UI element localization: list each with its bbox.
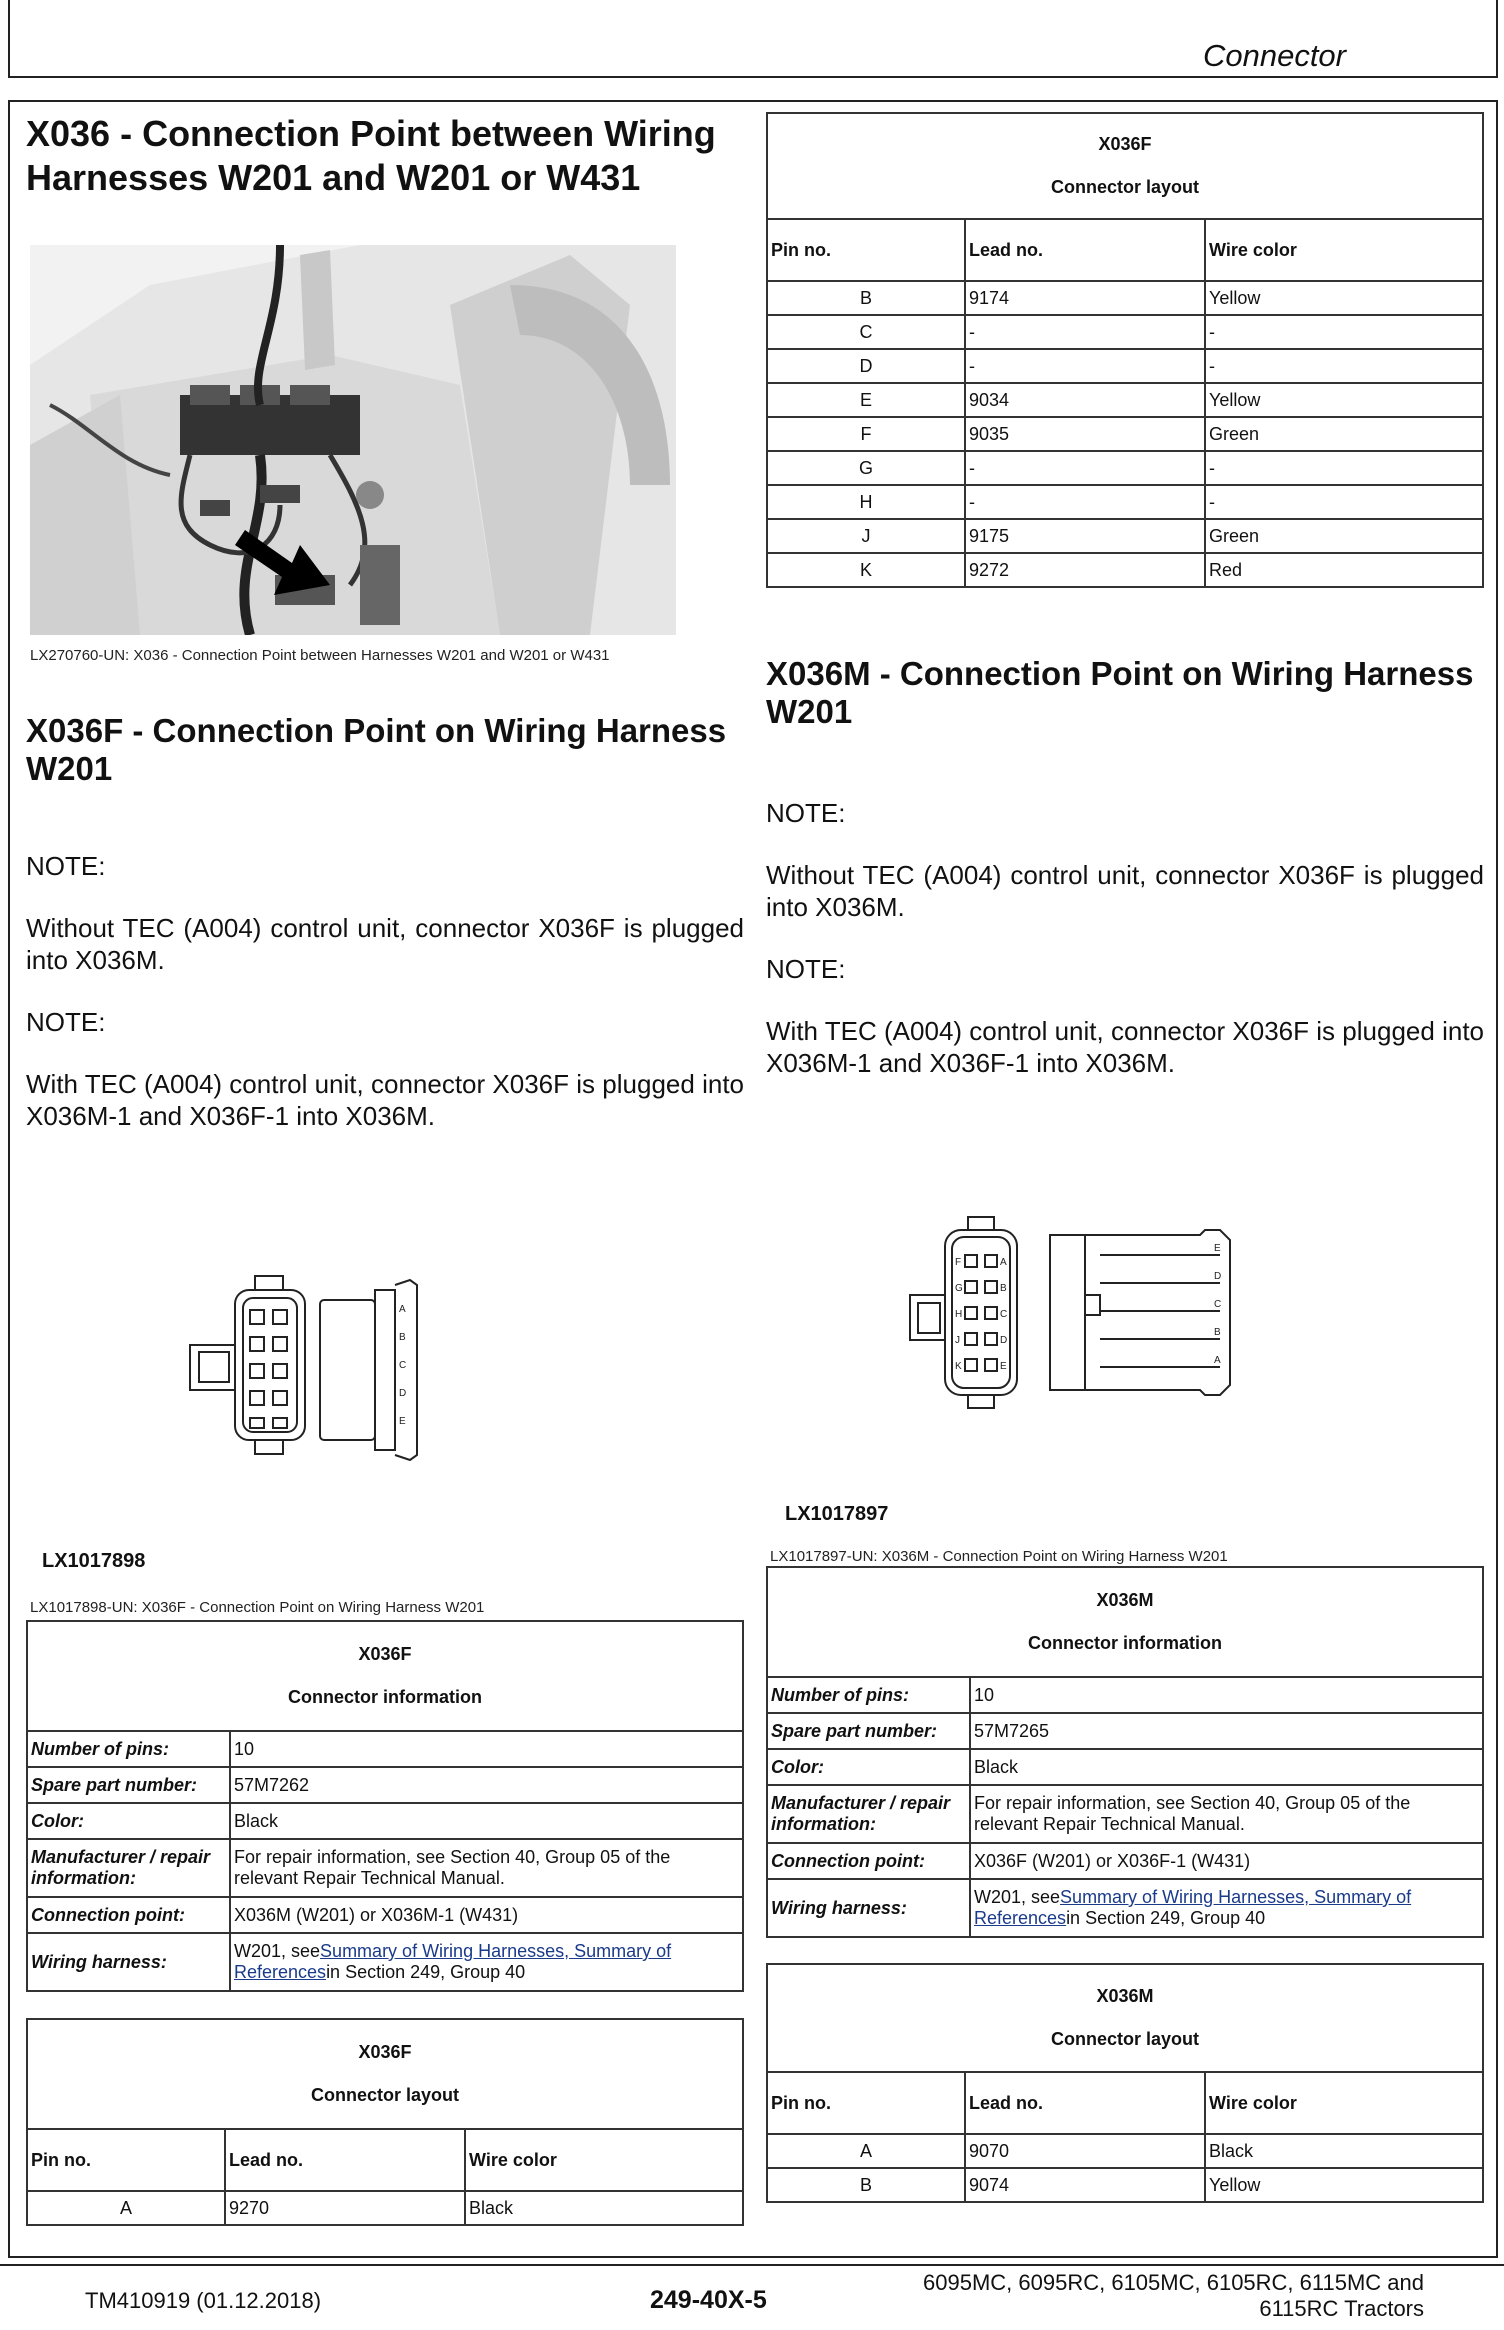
row-label: Spare part number:: [767, 1713, 970, 1749]
models-line1: 6095MC, 6095RC, 6105MC, 6105RC, 6115MC and: [923, 2270, 1424, 2295]
table-header: [27, 2019, 743, 2129]
wiring-suffix: in Section 249, Group 40: [326, 1962, 526, 1982]
row-value: 10: [970, 1677, 1483, 1713]
table-header: [767, 1567, 1483, 1677]
table-row: [767, 1713, 1483, 1749]
pin-letter: A: [1000, 1257, 1007, 1268]
table-header: [767, 1964, 1483, 2072]
table-row: [27, 1803, 743, 1839]
x036m-section: [766, 655, 1484, 731]
table-title: X036M: [1096, 1590, 1154, 1610]
lead-cell: -: [965, 451, 1205, 485]
note-text: Without TEC (A004) control unit, connector X036F is plugged into X036M.: [26, 913, 744, 975]
note-label: NOTE:: [26, 1007, 106, 1037]
table-row: [767, 315, 1483, 349]
table-row: [27, 1731, 743, 1767]
pin-letter: D: [1214, 1271, 1222, 1282]
color-cell: Red: [1205, 553, 1483, 587]
color-cell: Yellow: [1205, 281, 1483, 315]
left-notes: [26, 850, 744, 1132]
table-subtitle: Connector layout: [310, 2085, 459, 2105]
pin-letter: C: [399, 1360, 407, 1371]
pin-cell: K: [767, 553, 965, 587]
row-value: [230, 1933, 743, 1991]
pin-letter: E: [399, 1416, 406, 1427]
wiring-prefix: W201, see: [234, 1941, 321, 1961]
photo-caption: LX270760-UN: X036 - Connection Point between Harnesses W201 and W201 or W431: [30, 647, 610, 664]
row-value: X036M (W201) or X036M-1 (W431): [230, 1897, 743, 1933]
table-row: [767, 553, 1483, 587]
color-cell: -: [1205, 315, 1483, 349]
pin-letter: B: [1214, 1327, 1221, 1338]
pin-letter: E: [1214, 1243, 1221, 1254]
table-row: [767, 485, 1483, 519]
row-label: Wiring harness:: [767, 1879, 970, 1937]
column-header: Lead no.: [225, 2129, 465, 2191]
table-row: [767, 519, 1483, 553]
row-label: Color:: [27, 1803, 230, 1839]
pin-letter: C: [1000, 1309, 1008, 1320]
pin-letter: B: [1000, 1283, 1007, 1294]
pin-letter: A: [399, 1304, 406, 1315]
table-row: [767, 2168, 1483, 2202]
row-label: Number of pins:: [767, 1677, 970, 1713]
row-value: For repair information, see Section 40, Group 05 of the relevant Repair Technical Manual.: [230, 1839, 743, 1897]
x036m-info-table: [766, 1566, 1484, 1938]
column-header: Lead no.: [965, 2072, 1205, 2134]
pin-cell: D: [767, 349, 965, 383]
pin-cell: B: [767, 281, 965, 315]
lead-cell: 9270: [225, 2191, 465, 2225]
color-cell: Green: [1205, 519, 1483, 553]
pin-cell: B: [767, 2168, 965, 2202]
row-label: Wiring harness:: [27, 1933, 230, 1991]
row-value: Black: [230, 1803, 743, 1839]
left-column: [26, 112, 744, 200]
pin-letter: D: [399, 1388, 407, 1399]
table-row: [767, 1843, 1483, 1879]
table-row: [27, 2191, 743, 2225]
note-label: NOTE:: [766, 798, 846, 828]
table-title: X036F: [358, 2042, 412, 2062]
row-value: 57M7265: [970, 1713, 1483, 1749]
table-row: [27, 1933, 743, 1991]
row-value: 57M7262: [230, 1767, 743, 1803]
lead-cell: 9035: [965, 417, 1205, 451]
summary-link[interactable]: Summary of Wiring Harnesses, Summary of References: [974, 1887, 1412, 1928]
page-header: [8, 0, 1498, 78]
figure-label: LX1017897: [785, 1503, 889, 1525]
color-cell: -: [1205, 451, 1483, 485]
table-row: [767, 1785, 1483, 1843]
table-row: [767, 1749, 1483, 1785]
table-title: X036F: [358, 1644, 412, 1664]
column-header: Wire color: [1205, 219, 1483, 281]
lead-cell: -: [965, 315, 1205, 349]
pin-cell: J: [767, 519, 965, 553]
lead-cell: 9070: [965, 2134, 1205, 2168]
pin-cell: A: [767, 2134, 965, 2168]
row-label: Number of pins:: [27, 1731, 230, 1767]
pin-letter: K: [955, 1361, 962, 1372]
lead-cell: -: [965, 349, 1205, 383]
row-label: Connection point:: [767, 1843, 970, 1879]
lead-cell: 9175: [965, 519, 1205, 553]
page-footer: [0, 2264, 1504, 2330]
lead-cell: 9174: [965, 281, 1205, 315]
pin-letter: F: [955, 1257, 962, 1268]
models-line2: 6115RC Tractors: [1259, 2296, 1424, 2321]
x036f-layout-table-a: [26, 2018, 744, 2226]
table-title: X036F: [1098, 134, 1152, 154]
table-subtitle: Connector layout: [1050, 2029, 1199, 2049]
note-label: NOTE:: [766, 954, 846, 984]
table-row: [767, 1879, 1483, 1937]
pin-cell: C: [767, 315, 965, 349]
x036f-layout-table-b: [766, 112, 1484, 588]
table-row: [767, 1677, 1483, 1713]
column-header: Lead no.: [965, 219, 1205, 281]
table-header: [27, 1621, 743, 1731]
right-notes: [766, 797, 1484, 1079]
row-label: Manufacturer / repair information:: [27, 1839, 230, 1897]
x036f-connector-drawing: [185, 1270, 495, 1470]
table-header: [767, 113, 1483, 219]
color-cell: Black: [1205, 2134, 1483, 2168]
table-row: [767, 349, 1483, 383]
wiring-suffix: in Section 249, Group 40: [1066, 1908, 1266, 1928]
x036f-section: [26, 712, 744, 788]
color-cell: Black: [465, 2191, 743, 2225]
pin-letter: J: [955, 1335, 960, 1346]
row-label: Manufacturer / repair information:: [767, 1785, 970, 1843]
pin-letter: G: [955, 1283, 963, 1294]
row-value: X036F (W201) or X036F-1 (W431): [970, 1843, 1483, 1879]
row-value: For repair information, see Section 40, Group 05 of the relevant Repair Technical Manual.: [970, 1785, 1483, 1843]
row-label: Color:: [767, 1749, 970, 1785]
lead-cell: 9272: [965, 553, 1205, 587]
x036m-title: X036M - Connection Point on Wiring Harness W201: [766, 655, 1474, 730]
pin-cell: G: [767, 451, 965, 485]
color-cell: Yellow: [1205, 2168, 1483, 2202]
figure-caption: LX1017897-UN: X036M - Connection Point on Wiring Harness W201: [770, 1548, 1228, 1565]
pin-letter: C: [1214, 1299, 1222, 1310]
harness-photo: [30, 245, 676, 635]
page-number: 249-40X-5: [650, 2286, 767, 2314]
table-row: [767, 417, 1483, 451]
note-text: Without TEC (A004) control unit, connector X036F is plugged into X036M.: [766, 860, 1484, 922]
color-cell: -: [1205, 349, 1483, 383]
lead-cell: -: [965, 485, 1205, 519]
row-value: [970, 1879, 1483, 1937]
note-text: With TEC (A004) control unit, connector X036F is plugged into X036M-1 and X036F-1 into X036M.: [26, 1069, 744, 1131]
x036f-title: X036F - Connection Point on Wiring Harness W201: [26, 712, 727, 787]
figure-label: LX1017898: [42, 1550, 146, 1572]
figure-caption: LX1017898-UN: X036F - Connection Point on Wiring Harness W201: [30, 1599, 485, 1616]
x036f-info-table: [26, 1620, 744, 1992]
row-label: Spare part number:: [27, 1767, 230, 1803]
x036m-layout-table: [766, 1963, 1484, 2203]
table-subtitle: Connector information: [288, 1687, 482, 1707]
table-row: [27, 1897, 743, 1933]
column-header: Pin no.: [767, 219, 965, 281]
lead-cell: 9034: [965, 383, 1205, 417]
pin-cell: H: [767, 485, 965, 519]
table-row: [27, 1767, 743, 1803]
table-subtitle: Connector information: [1028, 1633, 1222, 1653]
wiring-prefix: W201, see: [974, 1887, 1061, 1907]
x036m-connector-drawing: [900, 1215, 1300, 1415]
pin-letter: B: [399, 1332, 406, 1343]
color-cell: Yellow: [1205, 383, 1483, 417]
document-id: TM410919 (01.12.2018): [85, 2288, 322, 2313]
color-cell: Green: [1205, 417, 1483, 451]
row-value: Black: [970, 1749, 1483, 1785]
column-header: Wire color: [465, 2129, 743, 2191]
summary-link[interactable]: Summary of Wiring Harnesses, Summary of References: [234, 1941, 672, 1982]
lead-cell: 9074: [965, 2168, 1205, 2202]
pin-cell: A: [27, 2191, 225, 2225]
column-header: Wire color: [1205, 2072, 1483, 2134]
table-title: X036M: [1096, 1986, 1154, 2006]
pin-letter: H: [955, 1309, 963, 1320]
pin-letter: D: [1000, 1335, 1008, 1346]
color-cell: -: [1205, 485, 1483, 519]
pin-cell: F: [767, 417, 965, 451]
column-header: Pin no.: [767, 2072, 965, 2134]
table-row: [767, 383, 1483, 417]
table-row: [27, 1839, 743, 1897]
section-title: X036 - Connection Point between Wiring Harnesses W201 and W201 or W431: [26, 113, 716, 198]
pin-letter: E: [1000, 1361, 1007, 1372]
column-header: Pin no.: [27, 2129, 225, 2191]
pin-cell: E: [767, 383, 965, 417]
table-subtitle: Connector layout: [1050, 177, 1199, 197]
note-label: NOTE:: [26, 851, 106, 881]
table-row: [767, 451, 1483, 485]
row-value: 10: [230, 1731, 743, 1767]
note-text: With TEC (A004) control unit, connector X036F is plugged into X036M-1 and X036F-1 into X036M.: [766, 1016, 1484, 1078]
pin-letter: A: [1214, 1355, 1221, 1366]
row-label: Connection point:: [27, 1897, 230, 1933]
header-title: Connector: [1202, 38, 1346, 73]
table-row: [767, 2134, 1483, 2168]
table-row: [767, 281, 1483, 315]
